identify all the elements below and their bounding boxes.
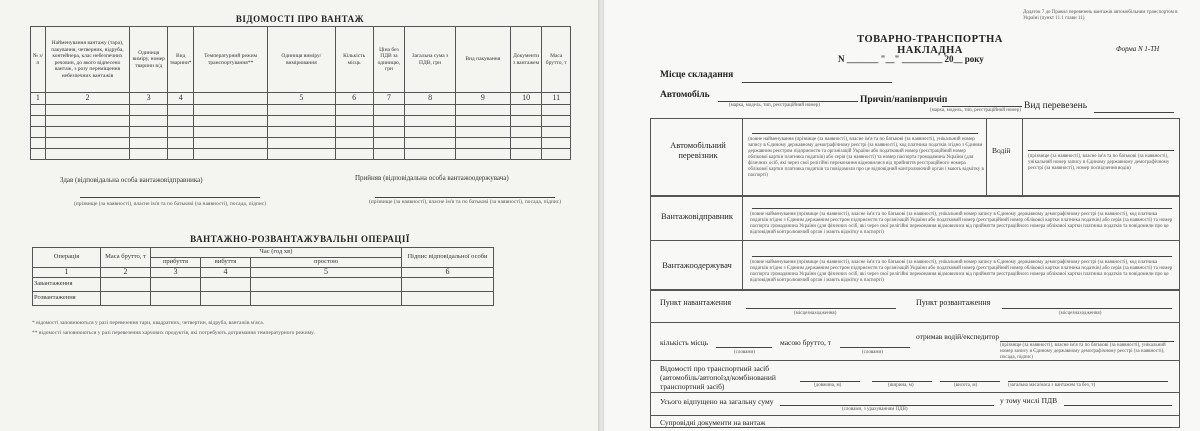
ops-col-number: 2 (101, 268, 151, 278)
handed-hint: (прізвище (за наявності), власне ім'я та по батькові (за наявності), посада, підпис) (73, 201, 267, 207)
footnote-2: ** відомості заповнюються у разі перевезення харчових продуктів, які потребують дотримання температурного режиму. (32, 330, 315, 336)
accepted-label: Прийняв (відповідальна особа вантажоодержувача) (355, 174, 509, 182)
corner-note: Додаток 7 до Правил перевезень вантажів автомобільним транспортом в Україні (пункт 11.1 глави 11) (1023, 10, 1178, 21)
consignee-label: Вантажоодержувач (662, 260, 732, 270)
cargo-row[interactable] (31, 105, 571, 116)
cargo-col-number: 8 (405, 93, 456, 105)
cargo-col-number: 1 (31, 93, 46, 105)
ops-col-number: 3 (151, 268, 201, 278)
place-label: Місце складання (660, 70, 734, 80)
cargo-col-number: 4 (168, 93, 194, 105)
cargo-row[interactable] (31, 127, 571, 138)
ops-row-loading[interactable] (33, 278, 494, 292)
ops-col-idle: простою (251, 258, 402, 268)
ops-col-mass: Маса брутто, т (101, 248, 151, 268)
width-field[interactable] (872, 381, 932, 382)
accepted-signature-line[interactable] (375, 197, 555, 198)
auto-hint: (марка, модель, тип, реєстраційний номер) (729, 103, 820, 108)
ops-col-arrival: прибуття (151, 258, 201, 268)
ops-col-operation: Операція (33, 248, 101, 268)
accepted-hint: (прізвище (за наявності), власне ім'я та по батькові (за наявності), посада, підпис) (368, 199, 562, 205)
docs-label: Супровідні документи на вантаж (660, 418, 766, 427)
cargo-col-number: 9 (455, 93, 510, 105)
ops-row-label: Розвантаження (33, 292, 101, 306)
cargo-col-header: Вид пакування (455, 27, 510, 93)
ops-row-label: Завантаження (33, 278, 101, 292)
width-hint: (ширина, м) (888, 383, 914, 388)
cargo-table-header (31, 27, 571, 93)
gross-mass-field[interactable] (840, 347, 910, 348)
places-hint: (словами) (734, 350, 755, 355)
ops-col-departure: вибуття (201, 258, 251, 268)
unloading-point-hint: (місцезнаходження) (1059, 311, 1102, 316)
cargo-col-header: Температурний режим транспортування** (194, 27, 268, 93)
form-number: Форма N 1-ТН (1116, 45, 1160, 53)
shipper-label: Вантажовідправник (660, 211, 733, 221)
carrier-label: Автомобільний перевізник (670, 140, 726, 160)
incl-vat-label: у тому числі ПДВ (1000, 396, 1058, 405)
received-by-hint: (прізвище (за наявності), власне ім'я та по батькові (за наявності), унікальний номер запису в Єдиному державному демографічному реєстрі (за наявності), посада, підпис) (1000, 343, 1166, 360)
transport-kind-label: Вид перевезень (1024, 101, 1088, 111)
total-mass-hint: (загальна маса/маса з вантажем та без, т) (1008, 383, 1096, 388)
cargo-col-number: 10 (510, 93, 542, 105)
ops-title: ВАНТАЖНО-РОЗВАНТАЖУВАЛЬНІ ОПЕРАЦІЇ (190, 234, 410, 244)
cargo-col-number: 5 (268, 93, 336, 105)
height-field[interactable] (940, 381, 1000, 382)
total-released-field[interactable] (780, 405, 994, 406)
length-hint: (довжина, м) (814, 383, 842, 388)
received-by-field[interactable] (1000, 341, 1174, 342)
cargo-col-number: 3 (130, 93, 168, 105)
total-released-label: Усього відпущено на загальну суму (660, 397, 774, 406)
carrier-field[interactable] (752, 133, 978, 134)
places-field[interactable] (716, 347, 772, 348)
shipper-hint: (повне найменування (прізвище (за наявності), власне ім'я та по батькові (за наявності), унікальний номер запису в Єдиному державному демографічному реєстрі (за наявності), код платника податків згідно з Єдиним державним реєстром підприємств та організацій України або податковий номер (реєстраційний номер облікової картки платника податків) або серія (за наявності) та номер паспорта громадянина України (для фізичних осіб, які через свої релігійні переконання відмовилися від прийняття реєстраційного номера облікової картки платника податків та повідомили про це відповідний контролюючий орган і мають відмітку в паспорті) (750, 212, 1173, 235)
trailer-hint: (марка, модель, тип, реєстраційний номер) (930, 108, 1021, 113)
cargo-info-title: ВІДОМОСТІ ПРО ВАНТАЖ (235, 14, 365, 24)
incl-vat-field[interactable] (1064, 405, 1172, 406)
cargo-col-header: Одиниця виміру, номер тварини в/д (130, 27, 168, 93)
handed-signature-line[interactable] (80, 197, 260, 198)
carrier-hint: (повне найменування (прізвище (за наявності), власне ім'я та по батькові (за наявності), унікальний номер запису в Єдиному державному демографічному реєстрі (за наявності), код платника податків згідно з Єдиним державним реєстром підприємств та організацій України або податковий номер (реєстраційний номер облікової картки платника податків) або серія (за наявності) та номер паспорта громадянина України (для фізичних осіб, які через свої релігійні переконання відмовилися від прийняття реєстраційного номера облікової картки платника податків та повідомили про це відповідний контролюючий орган і мають відмітку в паспорті) (748, 137, 984, 178)
cargo-row[interactable] (31, 116, 571, 127)
docs-field[interactable] (780, 427, 1172, 428)
consignee-field[interactable] (752, 256, 1172, 257)
loading-point-label: Пункт навантаження (660, 298, 732, 307)
gross-mass-hint: (словами) (862, 350, 883, 355)
cargo-col-number: 6 (335, 93, 373, 105)
total-mass-field[interactable] (1008, 381, 1168, 382)
vehicle-info-label: Відомості про транспортний засіб (автомобіль/автопоїзд/комбінований транспортний засіб) (660, 364, 776, 391)
trailer-label: Причіп/напівпричіп (860, 95, 948, 105)
driver-hint: (прізвище (за наявності), власне ім'я та по батькові (за наявності), унікальний номер запису в Єдиному державному демографічному реєстрі (за наявності), номер посвідчення водія) (1028, 154, 1170, 171)
ops-row-unloading[interactable] (33, 292, 494, 306)
places-label: кількість місць (660, 338, 709, 347)
cargo-col-header: Загальна сума з ПДВ, грн (405, 27, 456, 93)
ops-col-number: 4 (201, 268, 251, 278)
loading-point-hint: (місцезнаходження) (794, 311, 837, 316)
cargo-col-header: Найменування вантажу (тара), пакування, четверник, відруба, контейнера, клас небезпечних речовин, до якого віднесено вантаж, з розу переміщення небезпечних вантажів (45, 27, 129, 93)
transport-kind-field[interactable] (1094, 112, 1174, 113)
cargo-col-header: Ціна без ПДВ за одиницю, грн (373, 27, 405, 93)
received-by-label: отримав водій/експедитор (916, 332, 1000, 341)
ops-col-time: Час (год хв) (151, 248, 402, 258)
cargo-col-header: Одиниця виміру/вимірювання (268, 27, 336, 93)
consignee-hint: (повне найменування (прізвище (за наявності), власне ім'я та по батькові (за наявності), унікальний номер запису в Єдиному державному демографічному реєстрі (за наявності), код платника податків згідно з Єдиним державним реєстром підприємств та організацій України або податковий номер (реєстраційний номер облікової картки платника податків) або серія (за наявності) та номер паспорта громадянина України (для фізичних осіб, які через свої релігійні переконання відмовилися від прийняття реєстраційного номера облікової картки платника податків та повідомили про це відповідний контролюючий орган і мають відмітку в паспорті) (750, 260, 1173, 283)
shipper-field[interactable] (752, 208, 1172, 209)
place-field[interactable] (742, 82, 892, 83)
footnote-1: * відомості заповнюються у разі перевезення тари, квадратних, четвертин, відруба, вантажів м'яса. (32, 320, 265, 326)
trailer-field[interactable] (942, 106, 1022, 107)
cargo-table (30, 26, 571, 160)
ops-col-signature: Підпис відповідальної особи (402, 248, 494, 268)
cargo-col-number: 11 (542, 93, 571, 105)
unloading-point-field[interactable] (1002, 308, 1172, 309)
auto-field[interactable] (718, 101, 858, 102)
cargo-col-header: Кількість місць (335, 27, 373, 93)
cargo-col-header: Маса брутто, т (542, 27, 571, 93)
driver-label: Водій (992, 146, 1011, 155)
gross-mass-label: масою брутто, т (780, 338, 832, 347)
unloading-point-label: Пункт розвантаження (916, 298, 991, 307)
cargo-col-header: Вид тварини* (168, 27, 194, 93)
ops-col-number: 1 (33, 268, 101, 278)
auto-label: Автомобіль (660, 90, 710, 100)
cargo-row[interactable] (31, 149, 571, 160)
ops-col-number: 5 (251, 268, 402, 278)
total-released-hint: (словами, з урахуванням ПДВ) (842, 407, 908, 412)
cargo-col-number: 7 (373, 93, 405, 105)
waybill-title: ТОВАРНО-ТРАНСПОРТНА НАКЛАДНА (857, 34, 1003, 56)
handed-label: Здав (відповідальна особа вантажовідправника) (60, 176, 203, 184)
waybill-number-line: N _______ "__" _________ 20__ року (838, 54, 984, 64)
length-field[interactable] (800, 381, 860, 382)
ops-table (32, 247, 494, 306)
cargo-col-number: 2 (45, 93, 129, 105)
driver-field[interactable] (1028, 150, 1174, 151)
cargo-col-header: № з/п (31, 27, 46, 93)
cargo-col-number (194, 93, 268, 105)
loading-point-field[interactable] (746, 308, 896, 309)
cargo-table-numbers (31, 93, 571, 105)
cargo-row[interactable] (31, 138, 571, 149)
ops-col-number: 6 (402, 268, 494, 278)
waybill-page (604, 0, 1200, 431)
cargo-col-header: Документи з вантажем (510, 27, 542, 93)
height-hint: (висота, м) (954, 383, 978, 388)
